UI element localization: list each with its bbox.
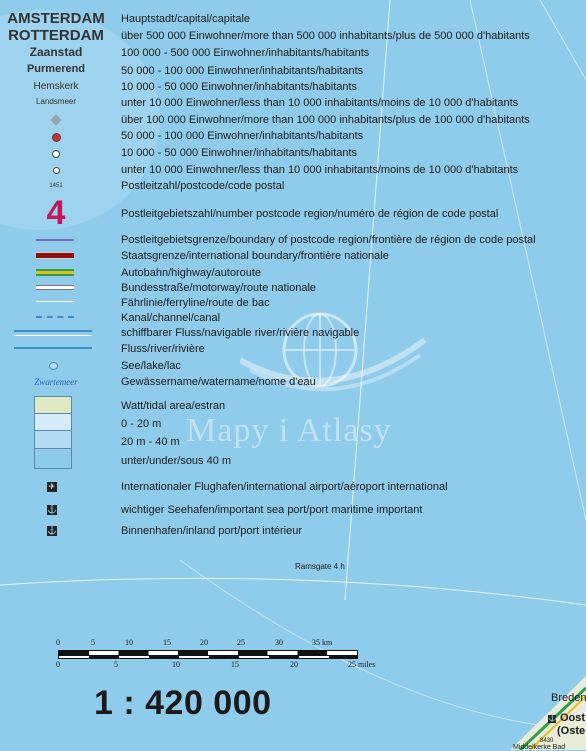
- airport-desc: Internationaler Flughafen/international airport/aéroport international: [121, 481, 448, 493]
- town-capital-sample: AMSTERDAM: [7, 10, 105, 27]
- watername-sample: Zwartemeer: [34, 377, 78, 387]
- inland-port-desc: Binnenhafen/inland port/port intérieur: [121, 525, 303, 537]
- postcode-boundary-line: [36, 239, 74, 241]
- tidal-area-desc: Watt/tidal area/estran: [121, 400, 226, 412]
- ferry-route-label: Ramsgate 4 h: [295, 562, 345, 571]
- depth-20-40-swatch: [34, 430, 72, 450]
- highway-line: [36, 269, 74, 276]
- lake-icon: [49, 362, 58, 370]
- town-50k-sample: Purmerend: [26, 63, 86, 75]
- motorway-line: [36, 285, 74, 290]
- symbol-50k-desc: 50 000 - 100 000 Einwohner/inhabitants/habitants: [121, 130, 364, 142]
- postcode-sample: 1451: [49, 183, 63, 189]
- breden-label: Breden: [551, 692, 586, 704]
- sea-port-icon: ⚓: [47, 505, 57, 514]
- watermark-globe: [240, 300, 430, 410]
- postcode-desc: Postleitzahl/postcode/code postal: [121, 180, 285, 192]
- navigable-river-desc: schiffbarer Fluss/navigable river/rivière navigable: [121, 327, 360, 339]
- sea-port-desc: wichtiger Seehafen/important sea port/port maritime important: [121, 504, 423, 516]
- region-number-sample: 4: [46, 194, 66, 232]
- symbol-under10k-desc: unter 10 000 Einwohner/less than 10 000 inhabitants/moins de 10 000 d'habitants: [121, 164, 519, 176]
- navigable-river-line-2: [14, 335, 92, 336]
- scale-km-30: 30: [275, 638, 283, 647]
- inland-port-icon: ⚓: [47, 526, 57, 535]
- town-under10k-desc: unter 10 000 Einwohner/less than 10 000 inhabitants/moins de 10 000 d'habitants: [121, 97, 519, 109]
- town-100k-desc: 100 000 - 500 000 Einwohner/inhabitants/habitants: [121, 47, 370, 59]
- scale-km-10: 10: [125, 638, 133, 647]
- ferry-desc: Fährlinie/ferryline/route de bac: [121, 297, 270, 309]
- scale-mi-5: 5: [114, 660, 118, 669]
- port-marker-icon: ⚓: [548, 715, 557, 722]
- airport-icon: ✈: [48, 482, 56, 491]
- scale-mi-0: 0: [56, 660, 60, 669]
- scale-ratio: 1 : 420 000: [94, 684, 272, 722]
- river-desc: Fluss/river/rivière: [121, 343, 205, 355]
- town-capital-desc: Hauptstadt/capital/capitale: [121, 13, 251, 25]
- white-dot-icon: [52, 150, 60, 158]
- middelkerke-label: Middelkerke Bad: [513, 744, 566, 751]
- town-10k-sample: Hemskerk: [33, 81, 79, 92]
- oost-label: Oost: [560, 712, 586, 724]
- depth-20-40-desc: 20 m - 40 m: [121, 436, 180, 448]
- depth-under-40-swatch: [34, 448, 72, 469]
- small-white-dot-icon: [53, 167, 60, 174]
- national-boundary-line: [36, 252, 74, 259]
- scale-mi-15: 15: [231, 660, 239, 669]
- oste-label: (Oste: [557, 725, 586, 737]
- postcode-boundary-desc: Postleitgebietsgrenze/boundary of postcode region/frontière de région de code postal: [121, 234, 536, 246]
- national-boundary-desc: Staatsgrenze/international boundary/frontière nationale: [121, 250, 389, 262]
- lake-desc: See/lake/lac: [121, 360, 181, 372]
- scale-mi-25: 25 miles: [348, 660, 376, 669]
- symbol-100k-desc: über 100 000 Einwohner/more than 100 000 inhabitants/plus de 100 000 d'habitants: [121, 114, 530, 126]
- scale-mi-10: 10: [172, 660, 180, 669]
- depth-0-20-desc: 0 - 20 m: [121, 418, 162, 430]
- town-500k-sample: ROTTERDAM: [8, 27, 104, 44]
- town-500k-desc: über 500 000 Einwohner/more than 500 000 inhabitants/plus de 500 000 d'habitants: [121, 30, 530, 42]
- ferry-line: [36, 301, 74, 302]
- scale-km-20: 20: [200, 638, 208, 647]
- region-number-desc: Postleitgebietszahl/number postcode region/numéro de région de code postal: [121, 208, 499, 220]
- town-50k-desc: 50 000 - 100 000 Einwohner/inhabitants/habitants: [121, 65, 364, 77]
- watername-desc: Gewässername/watername/nome d'eau: [121, 376, 316, 388]
- navigable-river-line: [14, 330, 92, 332]
- town-100k-sample: Zaanstad: [29, 45, 83, 59]
- postcode-8430-label: 8430: [540, 738, 554, 744]
- watermark-text: Mapy i Atlasy: [186, 412, 392, 449]
- scale-km-15: 15: [163, 638, 171, 647]
- scale-bar-miles: [58, 655, 358, 659]
- symbol-10k-desc: 10 000 - 50 000 Einwohner/inhabitants/habitants: [121, 147, 358, 159]
- scale-km-25: 25: [237, 638, 245, 647]
- canal-line: [36, 316, 74, 318]
- river-line: [14, 347, 92, 349]
- town-10k-desc: 10 000 - 50 000 Einwohner/inhabitants/habitants: [121, 81, 358, 93]
- scale-km-35: 35 km: [312, 638, 333, 647]
- motorway-desc: Bundesstraße/motorway/route nationale: [121, 282, 317, 294]
- scale-km-0: 0: [56, 638, 60, 647]
- scale-km-5: 5: [91, 638, 95, 647]
- red-dot-icon: [52, 133, 61, 142]
- scale-mi-20: 20: [290, 660, 298, 669]
- town-under10k-sample: Landsmeer: [35, 97, 77, 106]
- canal-desc: Kanal/channel/canal: [121, 312, 221, 324]
- depth-under-40-desc: unter/under/sous 40 m: [121, 455, 232, 467]
- highway-desc: Autobahn/highway/autoroute: [121, 267, 262, 279]
